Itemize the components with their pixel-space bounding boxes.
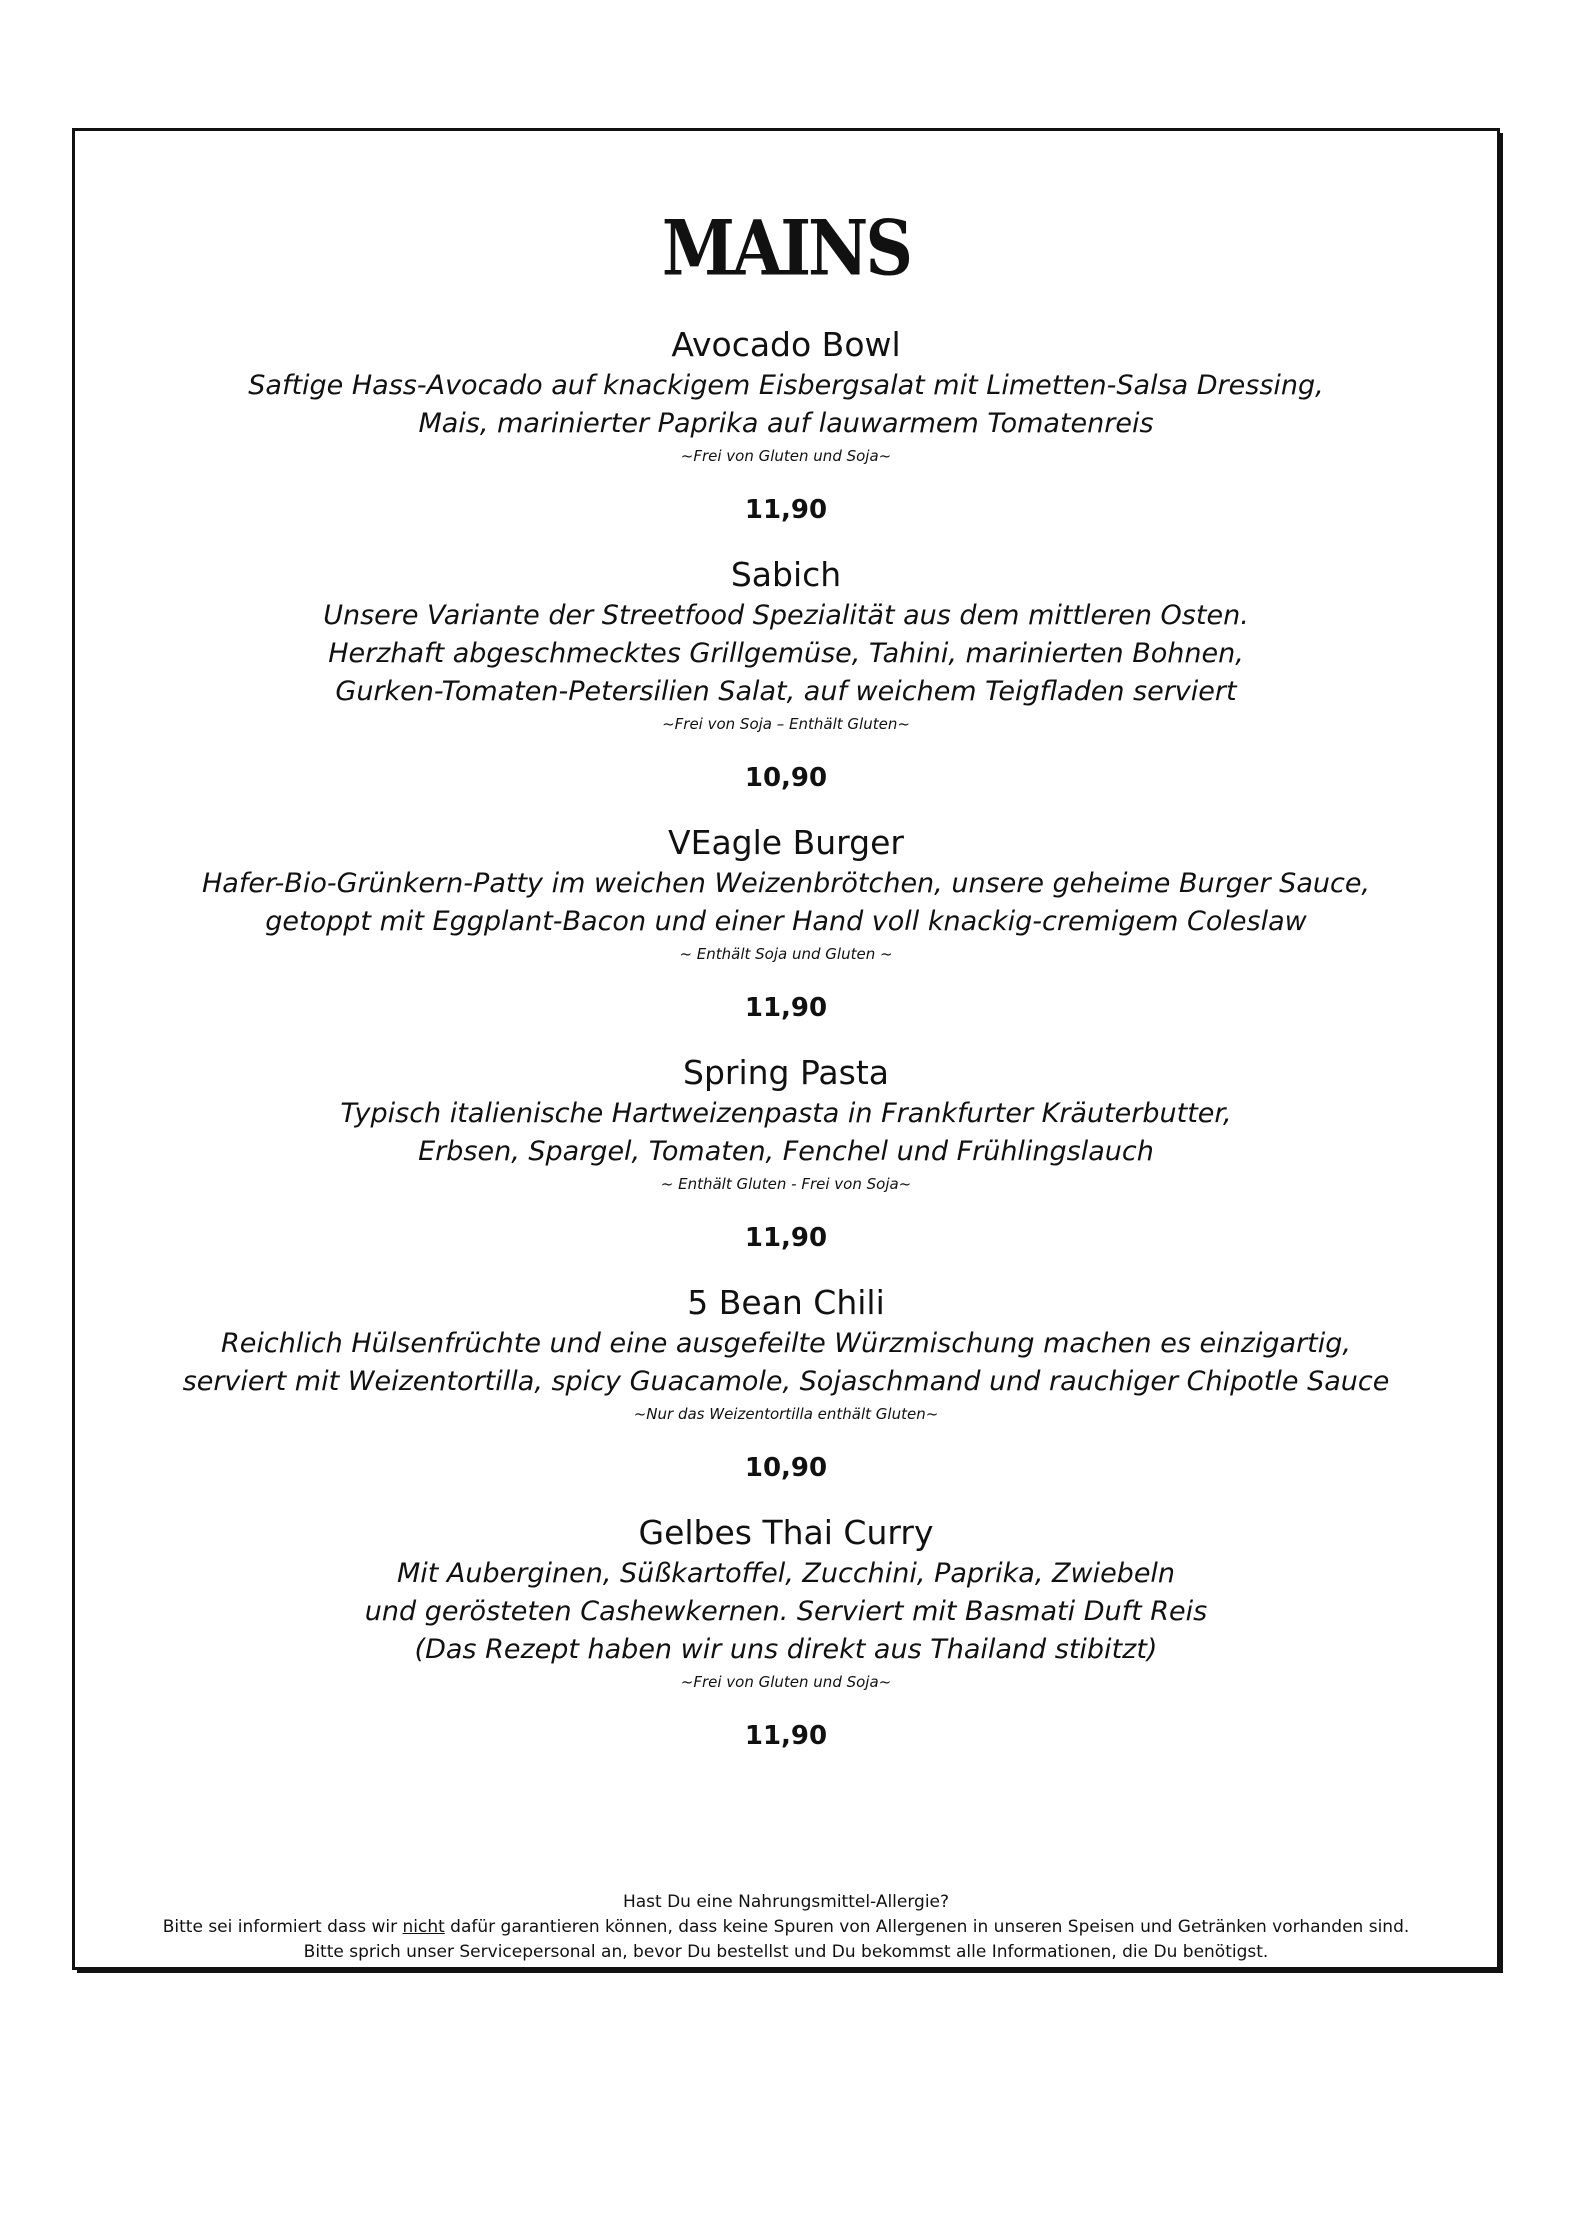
allergen-note: ~Nur das Weizentortilla enthält Gluten~ — [633, 1405, 939, 1423]
description-line: Typisch italienische Hartweizenpasta in Frankfurter Kräuterbutter, — [340, 1098, 1232, 1129]
dish-name: Spring Pasta — [683, 1053, 889, 1092]
description-line: Gurken-Tomaten-Petersilien Salat, auf weichem Teigfladen serviert — [335, 676, 1237, 707]
dish-name: 5 Bean Chili — [687, 1283, 885, 1322]
dish-name: Gelbes Thai Curry — [638, 1513, 934, 1552]
dish-name: Avocado Bowl — [671, 325, 901, 364]
allergen-note: ~Frei von Soja – Enthält Gluten~ — [662, 715, 910, 733]
description-line: Herzhaft abgeschmecktes Grillgemüse, Tahini, marinierten Bohnen, — [328, 638, 1244, 669]
dish-name: Sabich — [730, 555, 842, 594]
menu-item — [75, 1283, 1497, 1485]
dish-description — [75, 597, 1497, 711]
dish-description — [75, 367, 1497, 443]
dish-description — [75, 1555, 1497, 1669]
allergy-notice — [75, 1890, 1497, 1965]
disclaimer-text: Bitte sei informiert dass wir — [162, 1917, 403, 1937]
menu-item — [75, 325, 1497, 527]
dish-price: 11,90 — [744, 495, 828, 525]
dish-description — [75, 865, 1497, 941]
description-line: Saftige Hass-Avocado auf knackigem Eisbergsalat mit Limetten-Salsa Dressing, — [248, 370, 1324, 401]
description-line: Mit Auberginen, Süßkartoffel, Zucchini, Paprika, Zwiebeln — [396, 1558, 1176, 1589]
description-line: Hafer-Bio-Grünkern-Patty im weichen Weizenbrötchen, unsere geheime Burger Sauce, — [201, 868, 1371, 899]
allergen-note: ~Frei von Gluten und Soja~ — [680, 447, 892, 465]
allergy-instruction: Bitte sprich unser Servicepersonal an, bevor Du bestellst und Du bekommst alle Informationen, die Du benötigst. — [303, 1942, 1269, 1962]
disclaimer-text: dafür garantieren können, dass keine Spuren von Allergenen in unseren Speisen und Getränken vorhanden sind. — [444, 1917, 1410, 1937]
allergy-question: Hast Du eine Nahrungsmittel-Allergie? — [622, 1892, 950, 1912]
dish-price: 11,90 — [744, 1223, 828, 1253]
dish-price: 11,90 — [744, 993, 828, 1023]
menu-item — [75, 1513, 1497, 1753]
description-line: serviert mit Weizentortilla, spicy Guacamole, Sojaschmand und rauchiger Chipotle Sauce — [182, 1366, 1390, 1397]
menu-items — [75, 325, 1497, 1781]
menu-item — [75, 823, 1497, 1025]
emphasis-nicht: nicht — [402, 1917, 445, 1937]
dish-price: 10,90 — [744, 763, 828, 793]
description-line: und gerösteten Cashewkernen. Serviert mit Basmati Duft Reis — [364, 1596, 1208, 1627]
menu-item — [75, 1053, 1497, 1255]
description-line: Unsere Variante der Streetfood Spezialität aus dem mittleren Osten. — [323, 600, 1249, 631]
description-line: (Das Rezept haben wir uns direkt aus Thailand stibitzt) — [414, 1634, 1158, 1665]
menu-item — [75, 555, 1497, 795]
description-line: Reichlich Hülsenfrüchte und eine ausgefeilte Würzmischung machen es einzigartig, — [221, 1328, 1351, 1359]
menu-frame — [72, 128, 1500, 1970]
description-line: getoppt mit Eggplant-Bacon und einer Hand voll knackig-cremigem Coleslaw — [265, 906, 1307, 937]
dish-name: VEagle Burger — [668, 823, 904, 862]
dish-price: 10,90 — [744, 1453, 828, 1483]
allergen-note: ~Frei von Gluten und Soja~ — [680, 1673, 892, 1691]
dish-description — [75, 1325, 1497, 1401]
allergen-note: ~ Enthält Soja und Gluten ~ — [679, 945, 893, 963]
description-line: Mais, marinierter Paprika auf lauwarmem Tomatenreis — [418, 408, 1154, 439]
allergy-disclaimer — [75, 1915, 1497, 1940]
dish-description — [75, 1095, 1497, 1171]
dish-price: 11,90 — [744, 1721, 828, 1751]
description-line: Erbsen, Spargel, Tomaten, Fenchel und Frühlingslauch — [418, 1136, 1154, 1167]
menu-title: MAINS — [661, 203, 911, 293]
allergen-note: ~ Enthält Gluten - Frei von Soja~ — [660, 1175, 912, 1193]
